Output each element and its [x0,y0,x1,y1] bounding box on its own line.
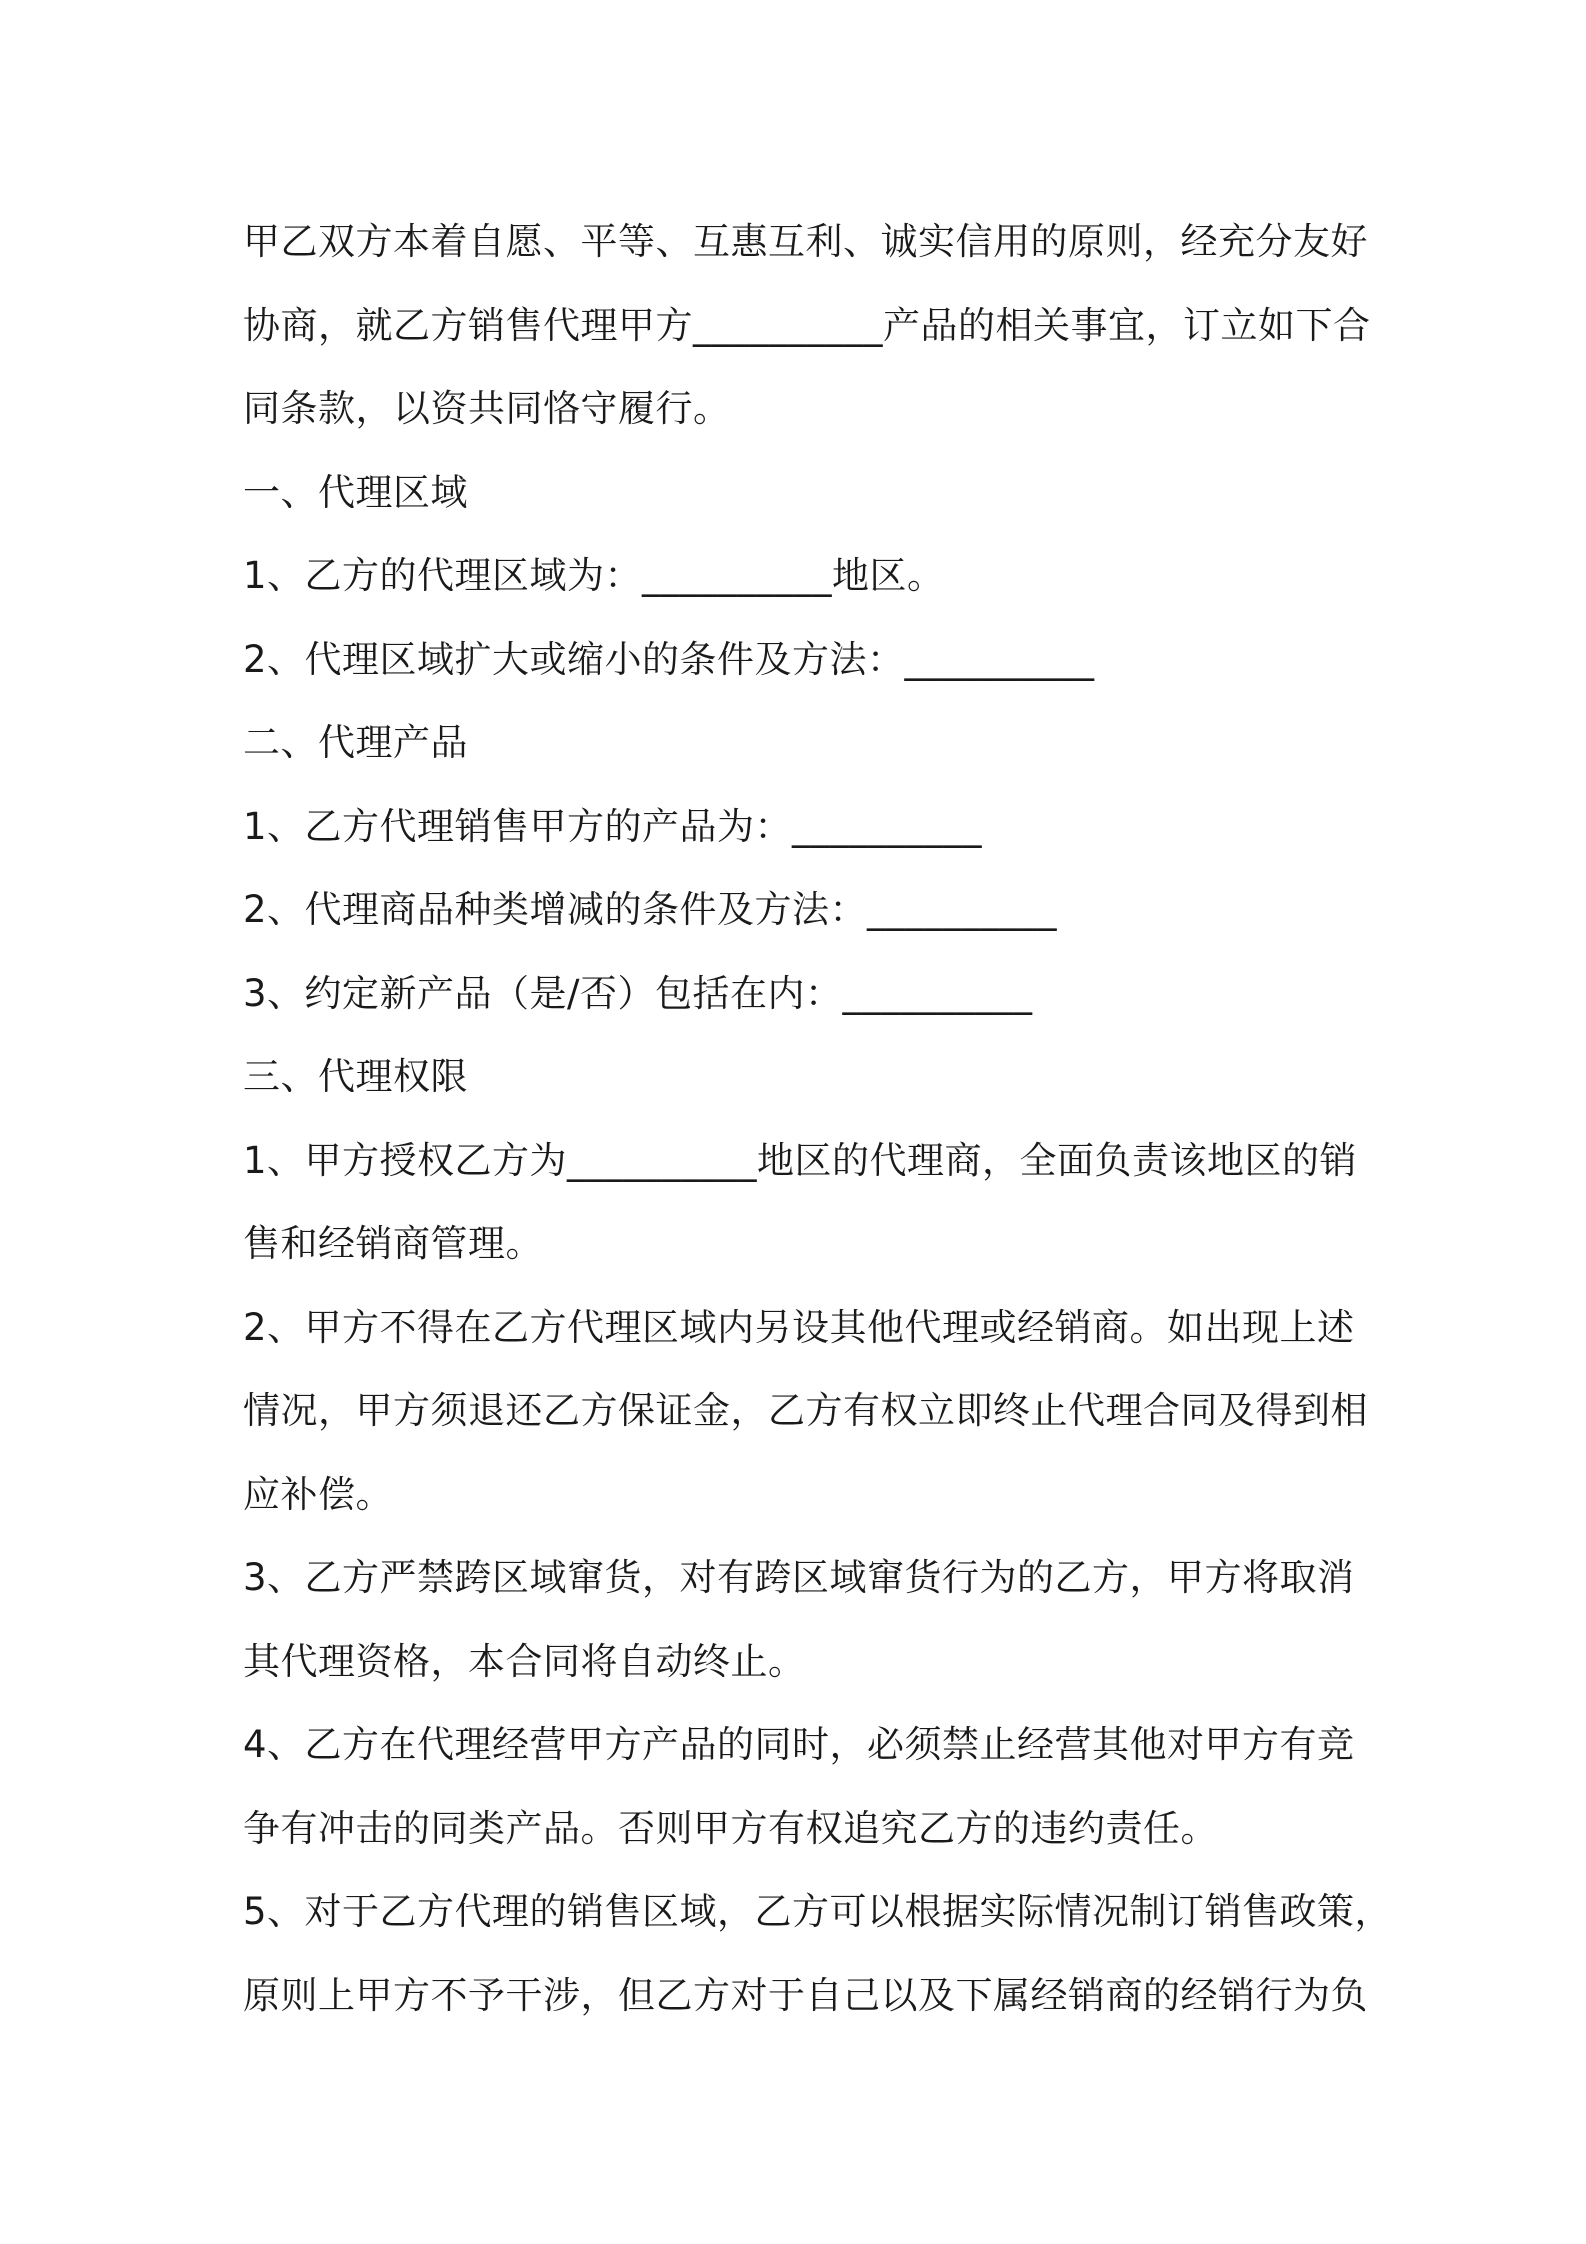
clause-line: 5、对于乙方代理的销售区域，乙方可以根据实际情况制订销售政策， [243,1890,1393,1933]
clause-line: 3、约定新产品（是/否）包括在内：__________ [243,971,1033,1015]
clause-line: 争有冲击的同类产品。否则甲方有权追究乙方的违约责任。 [243,1806,1218,1850]
clause-line: 1、乙方的代理区域为：__________地区。 [243,554,945,597]
clause-line: 原则上甲方不予干涉，但乙方对于自己以及下属经销商的经销行为负 [243,1973,1368,2017]
clause-line: 2、代理区域扩大或缩小的条件及方法：__________ [243,637,1095,681]
clause-line: 应补偿。 [243,1472,393,1516]
paragraph-line: 同条款，以资共同恪守履行。 [243,387,731,430]
clause-line: 情况，甲方须退还乙方保证金，乙方有权立即终止代理合同及得到相 [243,1389,1368,1432]
section-heading: 三、代理权限 [243,1055,468,1098]
clause-line: 其代理资格，本合同将自动终止。 [243,1639,806,1683]
section-heading: 二、代理产品 [243,721,468,764]
clause-line: 2、代理商品种类增减的条件及方法：__________ [243,888,1058,931]
paragraph-line: 协商，就乙方销售代理甲方__________产品的相关事宜，订立如下合 [243,303,1371,347]
clause-line: 3、乙方严禁跨区域窜货，对有跨区域窜货行为的乙方，甲方将取消 [243,1556,1355,1599]
clause-line: 售和经销商管理。 [243,1222,543,1265]
document-page [243,200,1393,2037]
paragraph-line: 甲乙双方本着自愿、平等、互惠互利、诚实信用的原则，经充分友好 [243,220,1368,263]
clause-line: 1、乙方代理销售甲方的产品为：__________ [243,804,983,848]
clause-line: 4、乙方在代理经营甲方产品的同时，必须禁止经营其他对甲方有竞 [243,1723,1355,1766]
section-heading: 一、代理区域 [243,470,468,514]
clause-line: 1、甲方授权乙方为__________地区的代理商，全面负责该地区的销 [243,1138,1358,1182]
clause-line: 2、甲方不得在乙方代理区域内另设其他代理或经销商。如出现上述 [243,1305,1355,1349]
